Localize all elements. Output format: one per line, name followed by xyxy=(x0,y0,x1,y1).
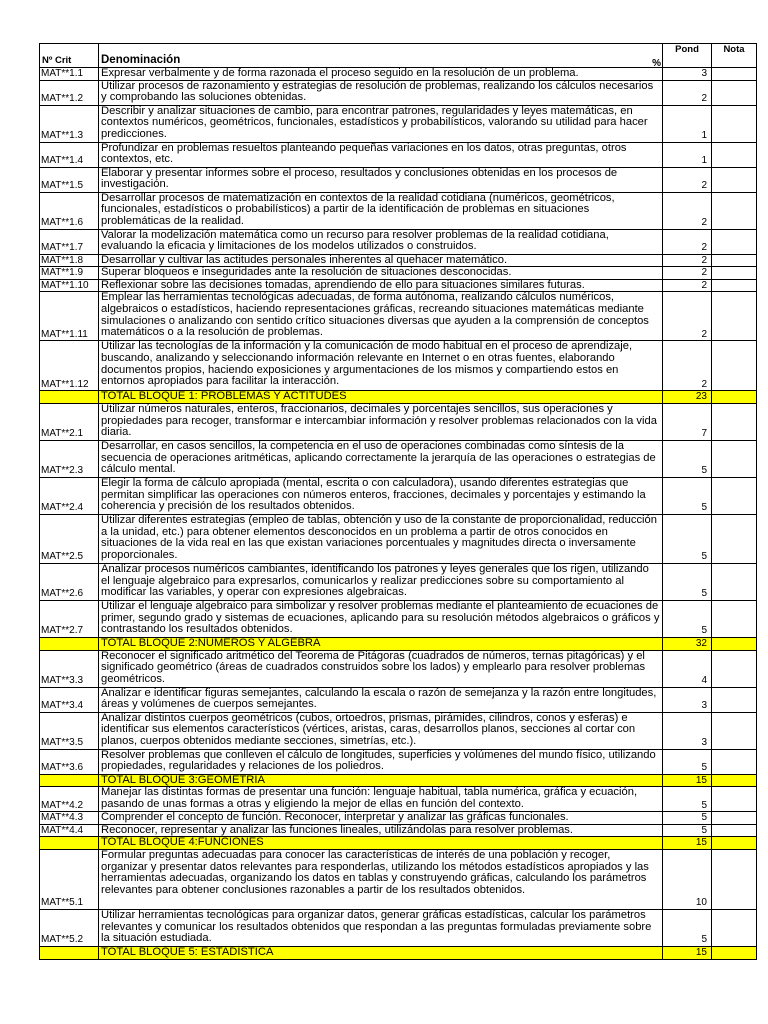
total-weight: 15 xyxy=(663,837,712,850)
grade-cell xyxy=(712,292,757,341)
criterion-weight: 2 xyxy=(663,229,712,254)
criterion-weight: 5 xyxy=(663,600,712,637)
criterion-description: Valorar la modelización matemática como un recurso para resolver problemas de la realidad cotidiana, evaluando la eficacia y limitaciones de los modelos utilizados o construidos. xyxy=(99,229,663,254)
grade-cell xyxy=(712,80,757,105)
header-row xyxy=(40,44,757,68)
criterion-description: Superar bloqueos e inseguridades ante la resolución de situaciones desconocidas. xyxy=(99,267,663,280)
criterion-weight: 5 xyxy=(663,787,712,812)
total-weight: 15 xyxy=(663,774,712,787)
criterion-code: MAT**1.3 xyxy=(40,105,99,142)
criterion-weight: 5 xyxy=(663,812,712,825)
criterion-row xyxy=(40,514,757,563)
total-label: TOTAL BLOQUE 2:NUMEROS Y ALGEBRA xyxy=(99,637,663,650)
total-label: TOTAL BLOQUE 1: PROBLEMAS Y ACTITUDES xyxy=(99,391,663,404)
grade-cell xyxy=(712,837,757,850)
criterion-row xyxy=(40,229,757,254)
criterion-code: MAT**4.2 xyxy=(40,787,99,812)
criterion-code: MAT**2.7 xyxy=(40,600,99,637)
total-row xyxy=(40,391,757,404)
header-denominacion-label: Denominación xyxy=(101,54,181,67)
criterion-description: Utilizar diferentes estrategias (empleo de tablas, obtención y uso de la constante de proporcionalidad, reducción a la unidad, etc.) para obtener elementos desconocidos en un problema a partir de otros conocidos en situaciones de la vida real en las que existan variaciones porcentuales y magnitudes directa o inversamente proporcionales. xyxy=(99,514,663,563)
grade-cell xyxy=(712,849,757,909)
criterion-code: MAT**1.7 xyxy=(40,229,99,254)
grade-cell xyxy=(712,68,757,81)
criterion-row xyxy=(40,749,757,774)
criterion-description: Elegir la forma de cálculo apropiada (mental, escrita o con calculadora), usando diferentes estrategias que permitan simplificar las operaciones con números enteros, fracciones, decimales y porcentajes y estimando la coherencia y precisión de los resultados obtenidos. xyxy=(99,477,663,514)
criterion-row xyxy=(40,477,757,514)
criterion-weight: 5 xyxy=(663,749,712,774)
grade-cell xyxy=(712,440,757,477)
grade-cell xyxy=(712,812,757,825)
criterion-weight: 3 xyxy=(663,712,712,749)
criterion-code: MAT**2.6 xyxy=(40,563,99,600)
criterion-description: Utilizar las tecnologías de la información y la comunicación de modo habitual en el proceso de aprendizaje, buscando, analizando y seleccionando información relevante en Internet o en otras fuentes, elaborando documentos propios, haciendo exposiciones y argumentaciones de los mismos y compartiendo estos en entornos apropiados para facilitar la interacción. xyxy=(99,341,663,391)
grade-cell xyxy=(712,229,757,254)
criterion-description: Reconocer, representar y analizar las funciones lineales, utilizándolas para resolver problemas. xyxy=(99,824,663,837)
criterion-code xyxy=(40,774,99,787)
criterion-code: MAT**1.8 xyxy=(40,254,99,267)
criterion-row xyxy=(40,563,757,600)
criterion-weight: 10 xyxy=(663,849,712,909)
grade-cell xyxy=(712,909,757,946)
grade-cell xyxy=(712,142,757,167)
criterion-code: MAT**3.6 xyxy=(40,749,99,774)
grade-cell xyxy=(712,341,757,391)
criterion-description: Analizar e identificar figuras semejantes, calculando la escala o razón de semejanza y la razón entre longitudes, áreas y volúmenes de cuerpos semejantes. xyxy=(99,687,663,712)
grade-cell xyxy=(712,600,757,637)
criterion-code: MAT**1.2 xyxy=(40,80,99,105)
criterion-row xyxy=(40,687,757,712)
criterion-row xyxy=(40,105,757,142)
grade-cell xyxy=(712,279,757,292)
header-nota: Nota xyxy=(712,44,757,68)
criterion-code xyxy=(40,837,99,850)
criterion-code: MAT**5.1 xyxy=(40,849,99,909)
criterion-code: MAT**2.4 xyxy=(40,477,99,514)
total-weight: 15 xyxy=(663,946,712,959)
criterion-weight: 2 xyxy=(663,341,712,391)
criterion-weight: 5 xyxy=(663,477,712,514)
criterion-description: Reflexionar sobre las decisiones tomadas, aprendiendo de ello para situaciones similares futuras. xyxy=(99,279,663,292)
criterion-description: Analizar distintos cuerpos geométricos (cubos, ortoedros, prismas, pirámides, cilindros, conos y esferas) e identificar sus elementos característicos (vértices, aristas, caras, desarrollos planos, secciones al cortar con planos, cuerpos obtenidos mediante secciones, simetrías, etc.). xyxy=(99,712,663,749)
criterion-code: MAT**1.5 xyxy=(40,167,99,192)
criterion-description: Desarrollar procesos de matematización en contextos de la realidad cotidiana (numéricos, geométricos, funcionales, estadísticos o probabilísticos) a partir de la identificación de problemas en situaciones problemáticas de la realidad. xyxy=(99,192,663,229)
criterion-description: Utilizar herramientas tecnológicas para organizar datos, generar gráficas estadísticas, calcular los parámetros relevantes y comunicar los resultados obtenidos que respondan a las preguntas formuladas previamente sobre la situación estudiada. xyxy=(99,909,663,946)
criterion-weight: 2 xyxy=(663,279,712,292)
criterion-description: Emplear las herramientas tecnológicas adecuadas, de forma autónoma, realizando cálculos numéricos, algebraicos o estadísticos, haciendo representaciones gráficas, recreando situaciones matemáticas mediante simulaciones o analizando con sentido crítico situaciones diversas que ayuden a la comprensión de conceptos matemáticos o a la resolución de problemas. xyxy=(99,292,663,341)
criterion-code xyxy=(40,946,99,959)
criterion-weight: 2 xyxy=(663,80,712,105)
grade-cell xyxy=(712,946,757,959)
criterion-weight: 7 xyxy=(663,403,712,440)
header-denominacion xyxy=(99,44,663,68)
total-row xyxy=(40,637,757,650)
criterion-code: MAT**4.3 xyxy=(40,812,99,825)
criterion-row xyxy=(40,403,757,440)
criterion-weight: 2 xyxy=(663,192,712,229)
criterion-code: MAT**5.2 xyxy=(40,909,99,946)
criterion-row xyxy=(40,341,757,391)
criterion-row xyxy=(40,192,757,229)
grade-cell xyxy=(712,749,757,774)
criterion-weight: 5 xyxy=(663,563,712,600)
criterion-code: MAT**3.4 xyxy=(40,687,99,712)
criterion-description: Manejar las distintas formas de presentar una función: lenguaje habitual, tabla numérica, gráfica y ecuación, pasando de unas formas a otras y eligiendo la mejor de ellas en función del contexto. xyxy=(99,787,663,812)
criterion-description: Formular preguntas adecuadas para conocer las características de interés de una población y recoger, organizar y presentar datos relevantes para responderlas, utilizando los métodos estadísticos apropiados y las herramientas adecuadas, organizando los datos en tablas y construyendo gráficas, calculando los parámetros relevantes para obtener conclusiones razonables a partir de los resultados obtenidos. xyxy=(99,849,663,909)
header-crit: Nº Crit xyxy=(40,44,99,68)
criterion-row xyxy=(40,279,757,292)
grade-cell xyxy=(712,650,757,687)
grade-cell xyxy=(712,267,757,280)
criterion-code: MAT**1.6 xyxy=(40,192,99,229)
grade-cell xyxy=(712,477,757,514)
criterion-description: Utilizar números naturales, enteros, fraccionarios, decimales y porcentajes sencillos, sus operaciones y propiedades para recoger, transformar e intercambiar información y resolver problemas relacionados con la vida diaria. xyxy=(99,403,663,440)
criterion-code: MAT**3.5 xyxy=(40,712,99,749)
total-label: TOTAL BLOQUE 3:GEOMETRIA xyxy=(99,774,663,787)
criterion-description: Reconocer el significado aritmético del Teorema de Pitágoras (cuadrados de números, ternas pitagóricas) y el significado geométrico (áreas de cuadrados construidos sobre los lados) y emplearlo para resolver problemas geométricos. xyxy=(99,650,663,687)
total-row xyxy=(40,946,757,959)
criterion-description: Analizar procesos numéricos cambiantes, identificando los patrones y leyes generales que los rigen, utilizando el lenguaje algebraico para expresarlos, comunicarlos y realizar predicciones sobre su comportamiento al modificar las variables, y operar con expresiones algebraicas. xyxy=(99,563,663,600)
grade-cell xyxy=(712,391,757,404)
criterion-weight: 5 xyxy=(663,514,712,563)
criterion-description: Utilizar el lenguaje algebraico para simbolizar y resolver problemas mediante el planteamiento de ecuaciones de primer, segundo grado y sistemas de ecuaciones, aplicando para su resolución métodos algebraicos o gráficos y contrastando los resultados obtenidos. xyxy=(99,600,663,637)
grade-cell xyxy=(712,105,757,142)
criterion-weight: 1 xyxy=(663,105,712,142)
grade-cell xyxy=(712,637,757,650)
header-percent: % xyxy=(652,58,661,68)
grade-cell xyxy=(712,712,757,749)
total-row xyxy=(40,837,757,850)
criterion-row xyxy=(40,787,757,812)
criterion-description: Utilizar procesos de razonamiento y estrategias de resolución de problemas, realizando los cálculos necesarios y comprobando las soluciones obtenidas. xyxy=(99,80,663,105)
criterion-weight: 5 xyxy=(663,440,712,477)
criterion-weight: 1 xyxy=(663,142,712,167)
criterion-code: MAT**1.12 xyxy=(40,341,99,391)
criterion-weight: 3 xyxy=(663,68,712,81)
criterion-code: MAT**1.1 xyxy=(40,68,99,81)
criterion-code xyxy=(40,637,99,650)
criterion-weight: 3 xyxy=(663,687,712,712)
criterion-description: Desarrollar, en casos sencillos, la competencia en el uso de operaciones combinadas como síntesis de la secuencia de operaciones aritméticas, aplicando correctamente la jerarquía de las operaciones o estrategias de cálculo mental. xyxy=(99,440,663,477)
criterion-weight: 5 xyxy=(663,824,712,837)
criterion-description: Profundizar en problemas resueltos planteando pequeñas variaciones en los datos, otras preguntas, otros contextos, etc. xyxy=(99,142,663,167)
criterion-row xyxy=(40,600,757,637)
criterion-weight: 2 xyxy=(663,267,712,280)
criterion-code: MAT**3.3 xyxy=(40,650,99,687)
criterion-code: MAT**1.4 xyxy=(40,142,99,167)
criterion-code: MAT**2.1 xyxy=(40,403,99,440)
criterion-row xyxy=(40,292,757,341)
criterion-code: MAT**1.9 xyxy=(40,267,99,280)
criterion-weight: 5 xyxy=(663,909,712,946)
criterion-description: Resolver problemas que conlleven el cálculo de longitudes, superficies y volúmenes del mundo físico, utilizando propiedades, regularidades y relaciones de los poliedros. xyxy=(99,749,663,774)
criterion-row xyxy=(40,824,757,837)
criteria-table xyxy=(39,43,757,960)
criterion-description: Expresar verbalmente y de forma razonada el proceso seguido en la resolución de un problema. xyxy=(99,68,663,81)
criterion-code xyxy=(40,391,99,404)
criterion-row xyxy=(40,909,757,946)
grade-cell xyxy=(712,192,757,229)
criterion-row xyxy=(40,254,757,267)
total-label: TOTAL BLOQUE 5: ESTADISTICA xyxy=(99,946,663,959)
criterion-description: Comprender el concepto de función. Reconocer, interpretar y analizar las gráficas funcionales. xyxy=(99,812,663,825)
criterion-description: Desarrollar y cultivar las actitudes personales inherentes al quehacer matemático. xyxy=(99,254,663,267)
grade-cell xyxy=(712,254,757,267)
criterion-code: MAT**2.5 xyxy=(40,514,99,563)
criterion-description: Elaborar y presentar informes sobre el proceso, resultados y conclusiones obtenidas en los procesos de investigación. xyxy=(99,167,663,192)
grade-cell xyxy=(712,403,757,440)
criterion-code: MAT**2.3 xyxy=(40,440,99,477)
criterion-weight: 2 xyxy=(663,167,712,192)
criterion-description: Describir y analizar situaciones de cambio, para encontrar patrones, regularidades y leyes matemáticas, en contextos numéricos, geométricos, funcionales, estadísticos y probabilísticos, valorando su utilidad para hacer predicciones. xyxy=(99,105,663,142)
total-weight: 23 xyxy=(663,391,712,404)
criterion-weight: 4 xyxy=(663,650,712,687)
criterion-row xyxy=(40,80,757,105)
criterion-row xyxy=(40,650,757,687)
total-row xyxy=(40,774,757,787)
criteria-body xyxy=(40,68,757,960)
grade-cell xyxy=(712,514,757,563)
criterion-row xyxy=(40,712,757,749)
criterion-row xyxy=(40,142,757,167)
criterion-code: MAT**4.4 xyxy=(40,824,99,837)
criterion-row xyxy=(40,68,757,81)
criterion-row xyxy=(40,267,757,280)
grade-cell xyxy=(712,787,757,812)
criterion-weight: 2 xyxy=(663,292,712,341)
criteria-sheet xyxy=(39,43,745,960)
criterion-row xyxy=(40,440,757,477)
criterion-row xyxy=(40,849,757,909)
criterion-row xyxy=(40,812,757,825)
grade-cell xyxy=(712,774,757,787)
header-pond: Pond xyxy=(663,44,712,68)
criterion-weight: 2 xyxy=(663,254,712,267)
grade-cell xyxy=(712,563,757,600)
criterion-code: MAT**1.11 xyxy=(40,292,99,341)
criterion-row xyxy=(40,167,757,192)
total-label: TOTAL BLOQUE 4:FUNCIONES xyxy=(99,837,663,850)
grade-cell xyxy=(712,824,757,837)
grade-cell xyxy=(712,167,757,192)
criterion-code: MAT**1.10 xyxy=(40,279,99,292)
grade-cell xyxy=(712,687,757,712)
total-weight: 32 xyxy=(663,637,712,650)
